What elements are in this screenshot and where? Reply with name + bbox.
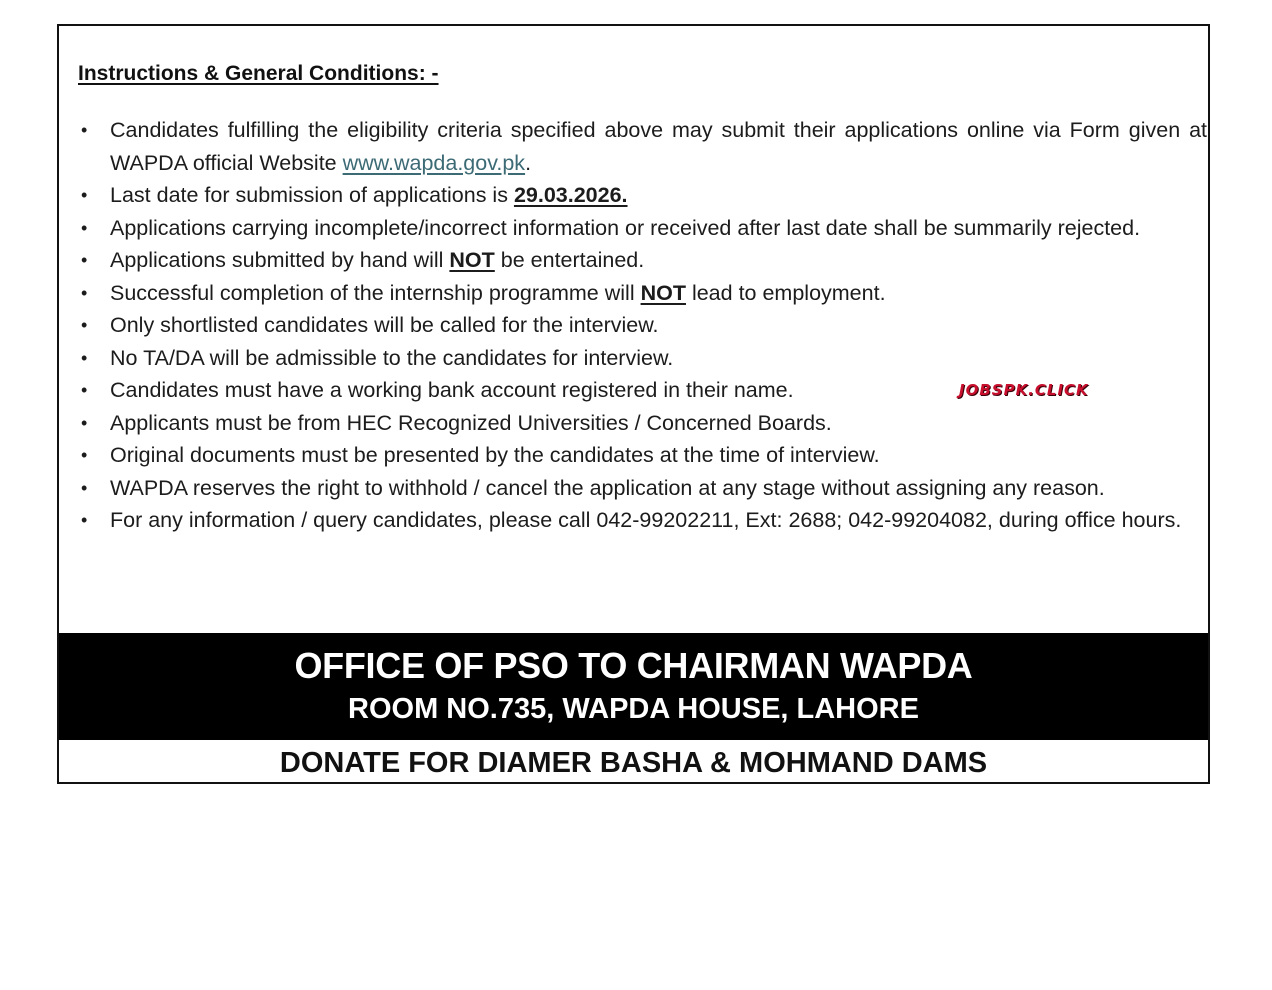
bullet-icon: • [81,445,88,465]
website-link[interactable]: www.wapda.gov.pk [342,150,526,175]
list-item: • Successful completion of the internship programme will NOT lead to employment. [79,277,1207,310]
emphasis-not: NOT [449,248,495,272]
bullet-icon: • [81,185,88,205]
office-banner [59,633,1208,740]
emphasis-not: NOT [640,280,686,305]
bullet-icon: • [81,347,88,368]
list-item: • For any information / query candidates, please call 042-99202211, Ext: 2688; 042-99204082, during office hours. [79,504,1207,537]
watermark-logo: JOBSPK.CLICK [959,381,1089,399]
bullet-icon: • [81,282,88,303]
bullet-icon: • [81,412,88,433]
list-item: • Candidates must have a working bank account registered in their name. [79,374,1207,407]
advertisement-document [57,24,1210,784]
list-item: • Applications submitted by hand will NOT be entertained. [79,244,1207,277]
bullet-icon: • [81,120,88,140]
bullet-icon: • [81,217,88,238]
last-date: 29.03.2026. [513,183,628,207]
list-item: • No TA/DA will be admissible to the candidates for interview. [79,342,1207,375]
section-heading: Instructions & General Conditions: - [78,62,439,85]
list-item: • Applications carrying incomplete/incorrect information or received after last date shall be summarily rejected. [79,212,1207,245]
donation-footer: DONATE FOR DIAMER BASHA & MOHMAND DAMS [279,747,988,779]
bullet-icon: • [81,477,88,498]
list-item: • Last date for submission of applications is 29.03.2026. [79,179,1207,212]
office-title: OFFICE OF PSO TO CHAIRMAN WAPDA [294,645,973,686]
conditions-list [79,114,1207,537]
list-item: • Only shortlisted candidates will be called for the interview. [79,309,1207,342]
bullet-icon: • [81,510,88,530]
bullet-icon: • [81,315,88,335]
bullet-icon: • [81,380,88,400]
list-item: • Applicants must be from HEC Recognized Universities / Concerned Boards. [79,407,1207,440]
office-address: ROOM NO.735, WAPDA HOUSE, LAHORE [348,693,919,725]
list-item: • WAPDA reserves the right to withhold / cancel the application at any stage without assigning any reason. [79,472,1207,505]
list-item: • Candidates fulfilling the eligibility criteria specified above may submit their applications online via Form given at WAPDA official Website www.wapda.gov.pk. [79,114,1207,179]
bullet-icon: • [81,250,88,270]
list-item: • Original documents must be presented by the candidates at the time of interview. [79,439,1207,472]
